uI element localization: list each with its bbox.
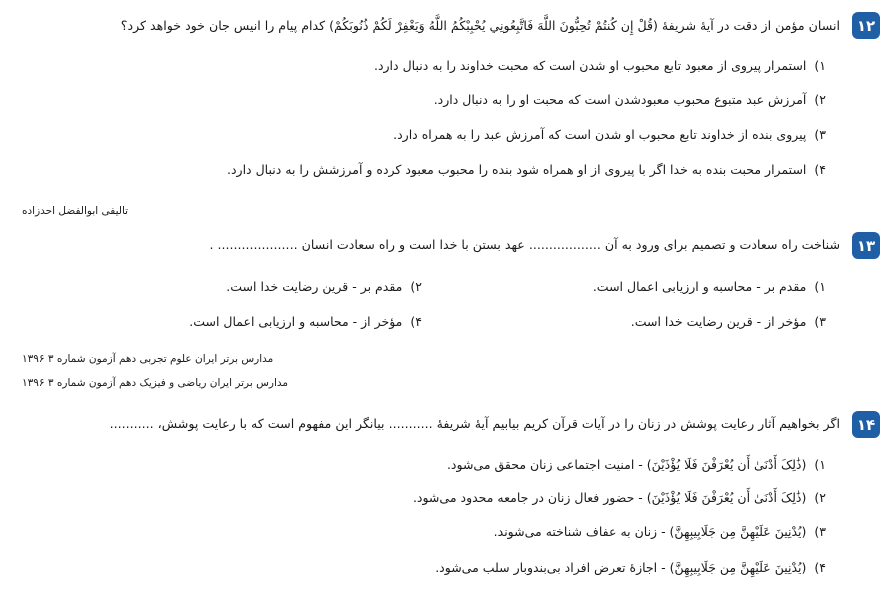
option-text: مقدم بر - قرین رضایت خدا است.	[226, 279, 403, 294]
question-number-badge: ۱۴	[852, 411, 880, 438]
answer-option-4[interactable]	[435, 559, 826, 577]
option-number: ۴)	[410, 314, 422, 329]
option-number: ۳)	[814, 524, 826, 539]
option-text: (ذَٰلِکَ أَدْنَىٰ أَن يُعْرَفْنَ فَلَا يُؤْذَيْنَ) - امنیت اجتماعی زنان محقق می‌شود.	[446, 457, 807, 472]
option-number: ۲)	[814, 92, 826, 107]
exam-source: مدارس برتر ایران علوم تجربی دهم آزمون شماره ۳ ۱۳۹۶	[22, 353, 274, 365]
option-text: (يُدْنِينَ عَلَيْهِنَّ مِن جَلَابِيبِهِنَّ) - اجازهٔ تعرض افراد بی‌بندوبار سلب می‌شود.	[435, 560, 807, 575]
exam-source: مدارس برتر ایران ریاضی و فیزیک دهم آزمون شماره ۳ ۱۳۹۶	[22, 377, 289, 389]
option-number: ۲)	[814, 490, 826, 505]
option-number: ۱)	[814, 457, 826, 472]
option-text: استمرار محبت بنده به خدا اگر با پیروی از او همراه شود بنده را محبوب معبود کرده و آمرزشش را به دنبال دارد.	[227, 162, 807, 177]
answer-option-2[interactable]	[413, 489, 826, 507]
option-number: ۳)	[814, 314, 826, 329]
option-text: مؤخر از - قرین رضایت خدا است.	[630, 314, 807, 329]
option-number: ۴)	[814, 560, 826, 575]
answer-option-2[interactable]	[434, 91, 826, 109]
answer-option-3[interactable]	[631, 313, 826, 331]
question-number-badge: ۱۳	[852, 232, 880, 259]
option-number: ۴)	[814, 162, 826, 177]
question-number-badge: ۱۲	[852, 12, 880, 39]
option-text: پیروی بنده از خداوند تابع محبوب او شدن است که آمرزش عبد را به همراه دارد.	[393, 127, 807, 142]
question-stem: انسان مؤمن از دقت در آیهٔ شریفهٔ (قُلْ إِن کُنتُمْ تُحِبُّونَ اللَّهَ فَاتَّبِعُونِي يُحْبِبْکُمُ اللَّهُ وَيَغْفِرْ لَکُمْ ذُنُوبَکُمْ) کدام پیام را انیس جان خود خواهد کرد؟	[120, 18, 840, 33]
answer-option-3[interactable]	[494, 523, 826, 541]
option-text: استمرار پیروی از معبود تابع محبوب او شدن است که محبت خداوند را به دنبال دارد.	[373, 58, 807, 73]
answer-option-1[interactable]	[593, 278, 826, 296]
option-text: آمرزش عبد متبوع محبوب معبودشدن است که محبت او را به دنبال دارد.	[433, 92, 807, 107]
option-number: ۱)	[814, 58, 826, 73]
answer-option-2[interactable]	[226, 278, 422, 296]
author-credit: تالیفی ابوالفضل احدزاده	[22, 205, 129, 217]
answer-option-1[interactable]	[447, 456, 826, 474]
question-stem: شناخت راه سعادت و تصمیم برای ورود به آن .................. عهد بستن با خدا است و راه سعادت انسان .................... .	[209, 237, 840, 252]
option-text: مقدم بر - محاسبه و ارزیابی اعمال است.	[592, 279, 807, 294]
option-number: ۱)	[814, 279, 826, 294]
option-number: ۲)	[410, 279, 422, 294]
option-text: (ذَٰلِکَ أَدْنَىٰ أَن يُعْرَفْنَ فَلَا يُؤْذَيْنَ) - حضور فعال زنان در جامعه محدود می‌شود.	[412, 490, 807, 505]
answer-option-4[interactable]	[227, 161, 826, 179]
option-number: ۳)	[814, 127, 826, 142]
option-text: مؤخر از - محاسبه و ارزیابی اعمال است.	[189, 314, 403, 329]
answer-option-4[interactable]	[189, 313, 422, 331]
option-text: (يُدْنِينَ عَلَيْهِنَّ مِن جَلَابِيبِهِنَّ) - زنان به عفاف شناخته می‌شوند.	[493, 524, 807, 539]
question-stem: اگر بخواهیم آثار رعایت پوشش در زنان را در آیات قرآن کریم بیابیم آیهٔ شریفهٔ ........... بیانگر این مفهوم است که با رعایت پوشش، ...........	[109, 416, 840, 431]
answer-option-1[interactable]	[374, 57, 826, 75]
answer-option-3[interactable]	[393, 126, 826, 144]
